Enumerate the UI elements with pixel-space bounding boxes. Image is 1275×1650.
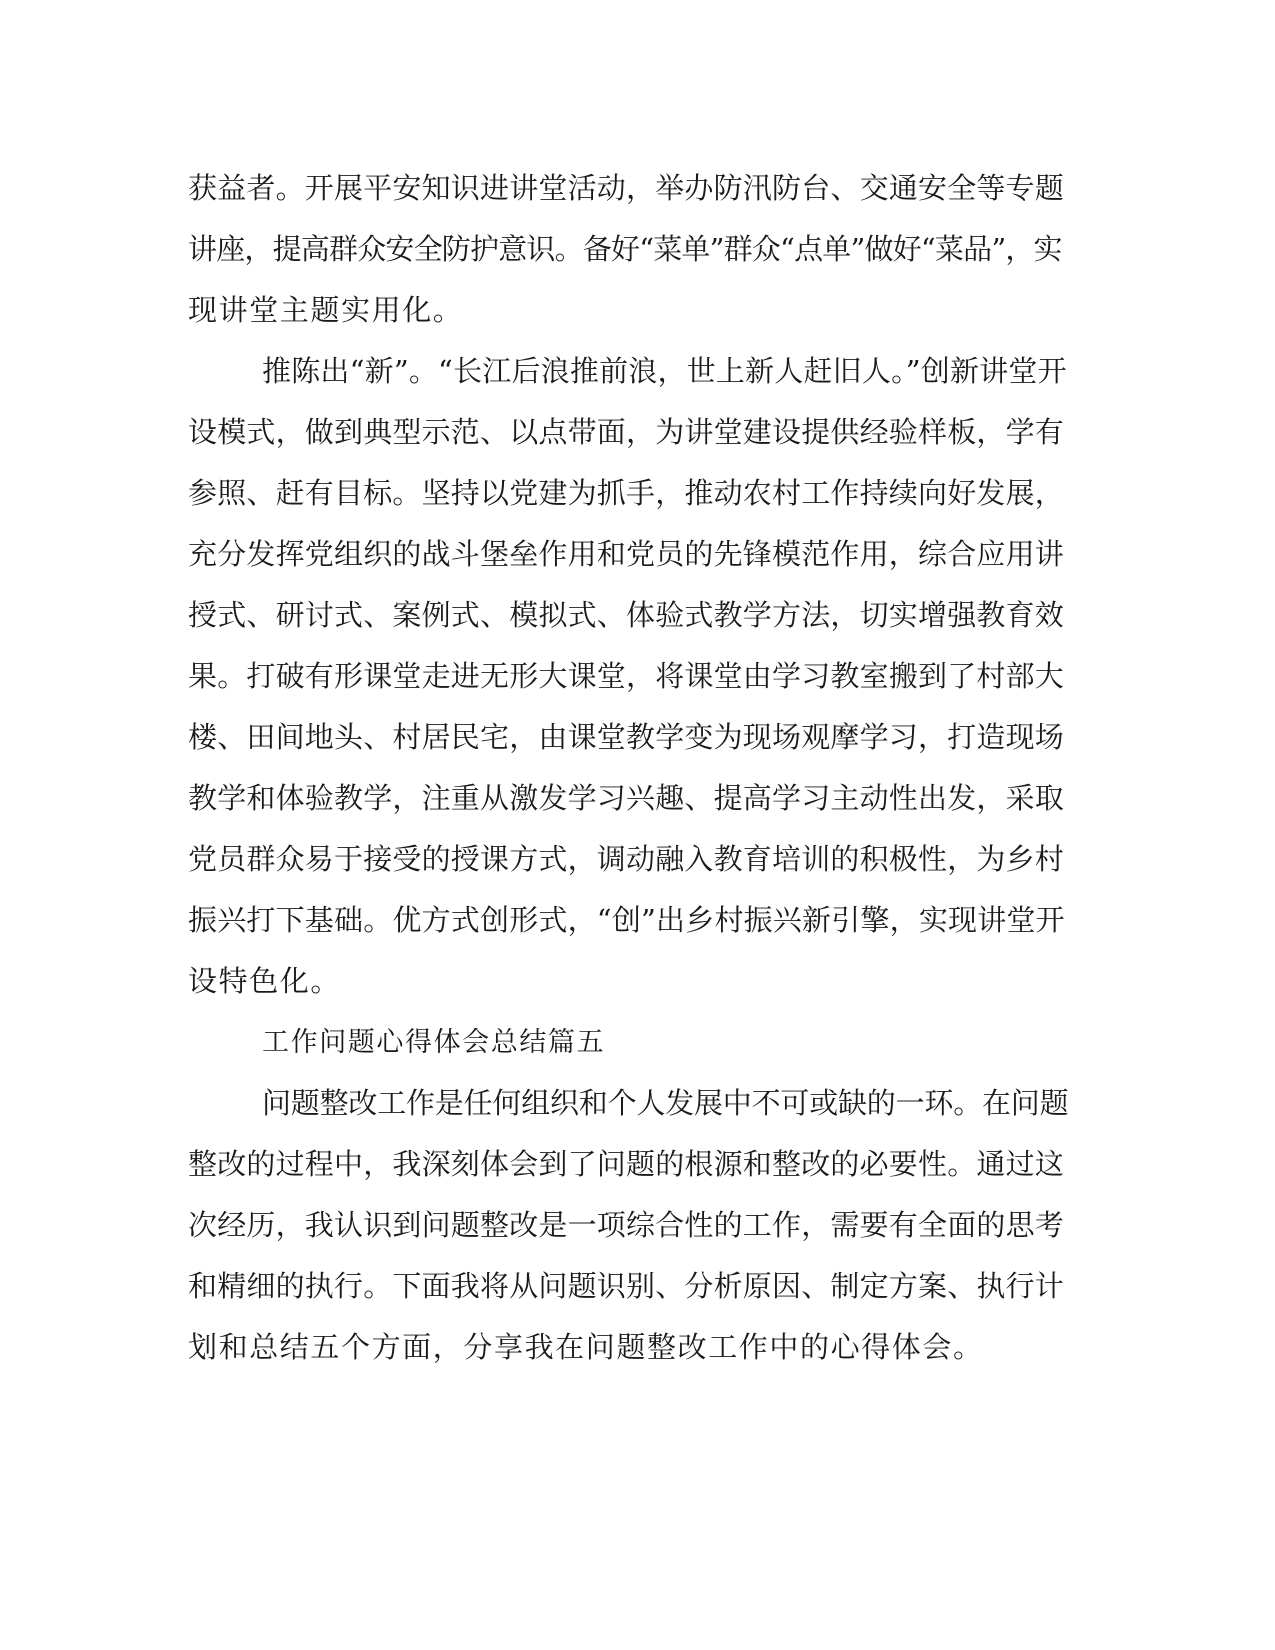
text-line: 和精细的执行。下面我将从问题识别、分析原因、制定方案、执行计	[188, 1269, 1065, 1303]
text-line: 充分发挥党组织的战斗堡垒作用和党员的先锋模范作用，综合应用讲	[188, 537, 1065, 571]
document-body	[188, 158, 1068, 1378]
text-line: 党员群众易于接受的授课方式，调动融入教育培训的积极性，为乡村	[188, 842, 1065, 876]
section-heading: 工作问题心得体会总结篇五	[262, 1027, 606, 1058]
text-line: 参照、赶有目标。坚持以党建为抓手，推动农村工作持续向好发展，	[188, 476, 1065, 510]
text-line: 推陈出“新”。“长江后浪推前浪，世上新人赶旧人。”创新讲堂开	[262, 354, 1067, 388]
text-line: 设特色化。	[188, 964, 342, 998]
text-line: 振兴打下基础。优方式创形式，“创”出乡村振兴新引擎，实现讲堂开	[188, 903, 1065, 937]
text-line: 授式、研讨式、案例式、模拟式、体验式教学方法，切实增强教育效	[188, 598, 1065, 632]
text-line: 果。打破有形课堂走进无形大课堂，将课堂由学习教室搬到了村部大	[188, 659, 1065, 693]
text-line: 楼、田间地头、村居民宅，由课堂教学变为现场观摩学习，打造现场	[188, 720, 1065, 754]
text-line: 问题整改工作是任何组织和个人发展中不可或缺的一环。在问题	[262, 1086, 1069, 1120]
text-line: 设模式，做到典型示范、以点带面，为讲堂建设提供经验样板，学有	[188, 415, 1065, 449]
text-line: 教学和体验教学，注重从激发学习兴趣、提高学习主动性出发，采取	[188, 781, 1065, 815]
text-line: 整改的过程中，我深刻体会到了问题的根源和整改的必要性。通过这	[188, 1147, 1065, 1181]
text-line: 次经历，我认识到问题整改是一项综合性的工作，需要有全面的思考	[188, 1208, 1065, 1242]
text-line: 获益者。开展平安知识进讲堂活动，举办防汛防台、交通安全等专题	[188, 171, 1065, 205]
text-line: 现讲堂主题实用化。	[188, 293, 464, 327]
text-line: 讲座，提高群众安全防护意识。备好“菜单”群众“点单”做好“菜品”，实	[188, 232, 1062, 266]
text-line: 划和总结五个方面，分享我在问题整改工作中的心得体会。	[188, 1330, 984, 1364]
